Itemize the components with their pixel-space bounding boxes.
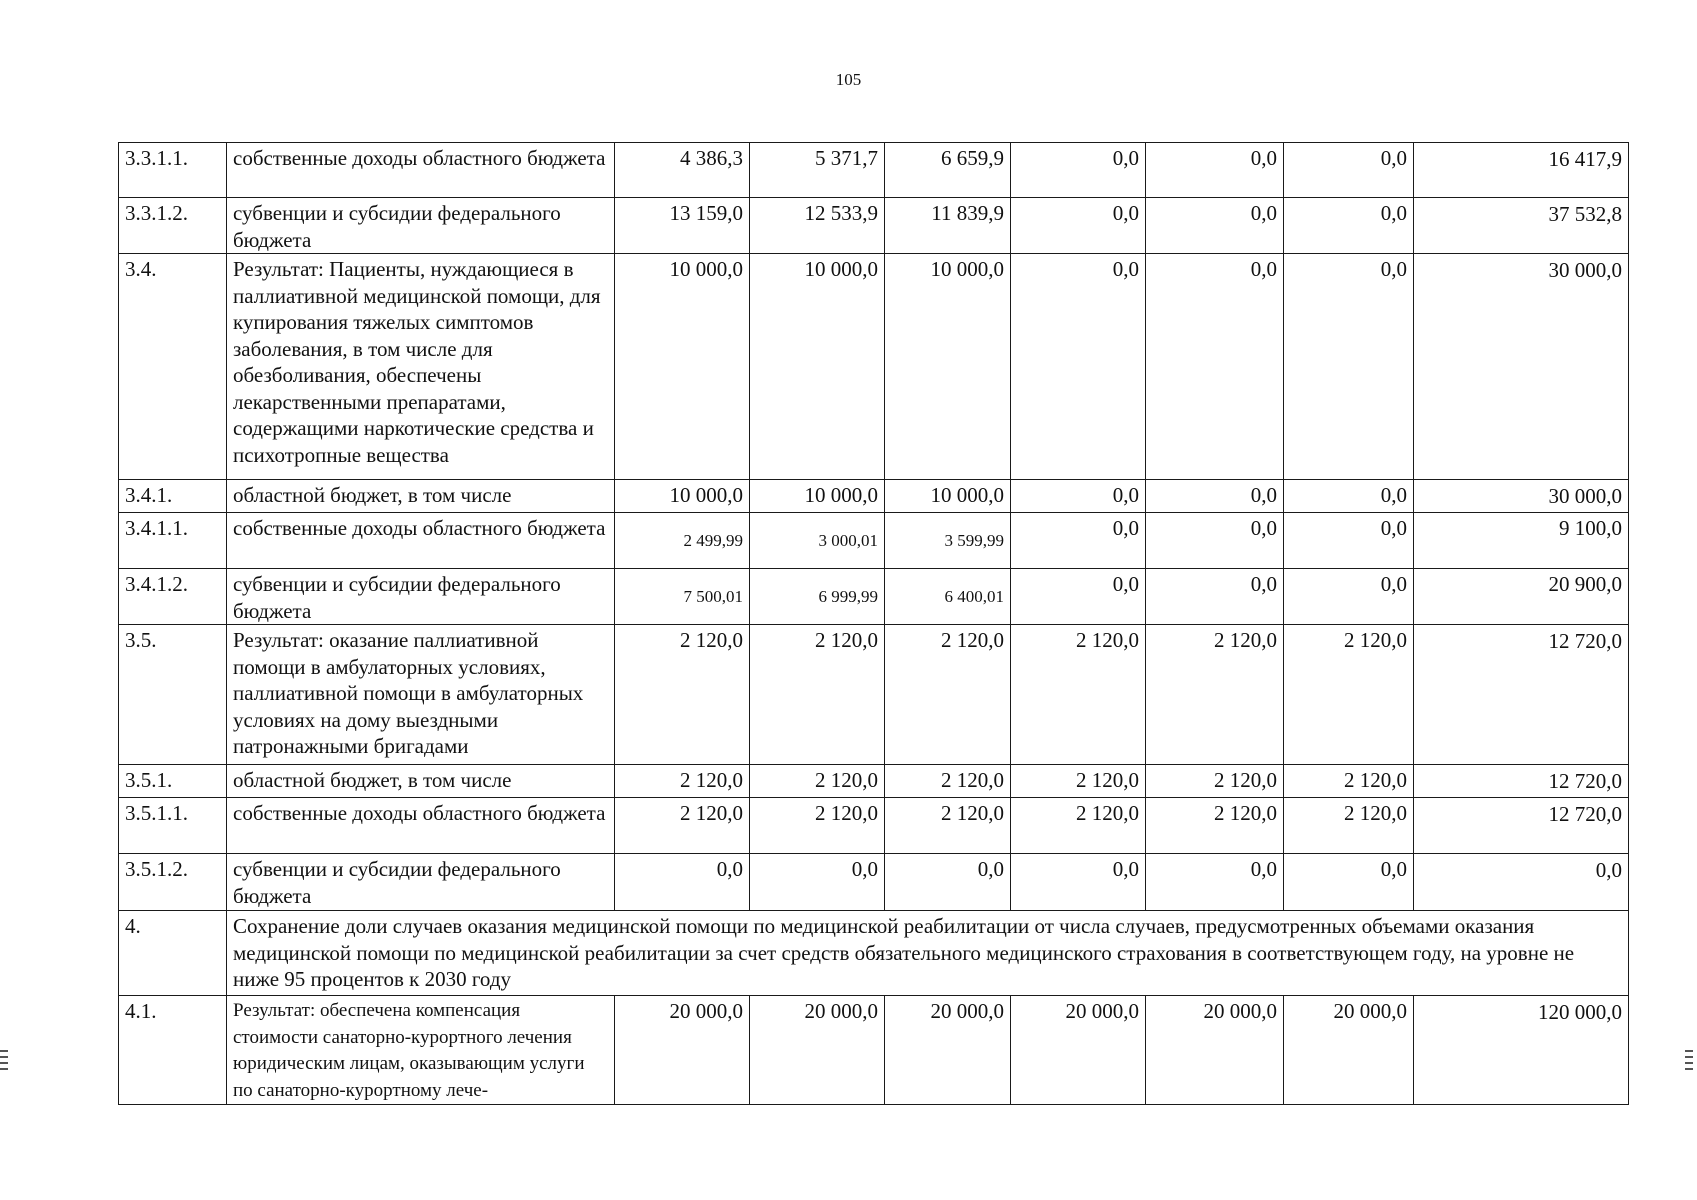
total-cell: 37 532,8 bbox=[1414, 198, 1629, 254]
table-row bbox=[119, 798, 1629, 854]
table-row bbox=[119, 996, 1629, 1105]
page-number: 105 bbox=[835, 70, 862, 89]
value-cell: 6 999,99 bbox=[750, 569, 885, 625]
value-cell: 20 000,0 bbox=[1146, 996, 1284, 1105]
value-cell: 0,0 bbox=[1146, 513, 1284, 569]
row-code: 3.3.1.1. bbox=[119, 143, 227, 198]
value-cell: 2 120,0 bbox=[885, 625, 1011, 765]
value-cell: 13 159,0 bbox=[615, 198, 750, 254]
value-cell: 6 659,9 bbox=[885, 143, 1011, 198]
row-code: 3.5.1.2. bbox=[119, 854, 227, 911]
value-cell: 11 839,9 bbox=[885, 198, 1011, 254]
total-cell: 30 000,0 bbox=[1414, 254, 1629, 480]
budget-table bbox=[118, 142, 1629, 1105]
row-name: собственные доходы областного бюджета bbox=[227, 513, 615, 569]
total-cell: 20 900,0 bbox=[1414, 569, 1629, 625]
total-cell: 12 720,0 bbox=[1414, 798, 1629, 854]
row-code: 4.1. bbox=[119, 996, 227, 1105]
row-name: субвенции и субсидии федерального бюджета bbox=[227, 854, 615, 911]
value-cell: 2 120,0 bbox=[1011, 798, 1146, 854]
total-cell: 12 720,0 bbox=[1414, 625, 1629, 765]
table-row bbox=[119, 254, 1629, 480]
value-cell: 10 000,0 bbox=[750, 480, 885, 513]
value-cell: 2 120,0 bbox=[885, 765, 1011, 798]
value-cell: 2 120,0 bbox=[885, 798, 1011, 854]
section-title: Сохранение доли случаев оказания медицинской помощи по медицинской реабилитации от числа случаев, предусмотренных объемами оказания медицинской помощи по медицинской реабилитации за счет средств обязательного медицинского страхования в соответствующем году, на уровне не ниже 95 процентов к 2030 году bbox=[227, 911, 1629, 996]
value-cell: 4 386,3 bbox=[615, 143, 750, 198]
value-cell: 2 120,0 bbox=[1146, 765, 1284, 798]
value-cell: 10 000,0 bbox=[615, 480, 750, 513]
value-cell: 0,0 bbox=[1146, 198, 1284, 254]
value-cell: 0,0 bbox=[885, 854, 1011, 911]
row-name: собственные доходы областного бюджета bbox=[227, 143, 615, 198]
value-cell: 20 000,0 bbox=[1011, 996, 1146, 1105]
value-cell: 7 500,01 bbox=[615, 569, 750, 625]
value-cell: 20 000,0 bbox=[615, 996, 750, 1105]
value-cell: 2 120,0 bbox=[615, 625, 750, 765]
table-row bbox=[119, 513, 1629, 569]
row-name: Результат: оказание паллиативной помощи в амбулаторных условиях, паллиативной помощи в амбулаторных условиях на дому выездными патронажными бригадами bbox=[227, 625, 615, 765]
value-cell: 0,0 bbox=[1146, 254, 1284, 480]
total-cell: 120 000,0 bbox=[1414, 996, 1629, 1105]
value-cell: 3 599,99 bbox=[885, 513, 1011, 569]
row-code: 3.5.1.1. bbox=[119, 798, 227, 854]
total-cell: 0,0 bbox=[1414, 854, 1629, 911]
scan-edge-mark bbox=[0, 1050, 8, 1074]
value-cell: 0,0 bbox=[1284, 854, 1414, 911]
row-code: 3.4. bbox=[119, 254, 227, 480]
value-cell: 12 533,9 bbox=[750, 198, 885, 254]
value-cell: 0,0 bbox=[1146, 854, 1284, 911]
value-cell: 2 120,0 bbox=[1284, 798, 1414, 854]
value-cell: 0,0 bbox=[1284, 480, 1414, 513]
table-row bbox=[119, 198, 1629, 254]
value-cell: 0,0 bbox=[1284, 569, 1414, 625]
value-cell: 10 000,0 bbox=[885, 254, 1011, 480]
row-code: 3.4.1. bbox=[119, 480, 227, 513]
value-cell: 5 371,7 bbox=[750, 143, 885, 198]
value-cell: 0,0 bbox=[1146, 480, 1284, 513]
row-code: 3.5.1. bbox=[119, 765, 227, 798]
value-cell: 2 120,0 bbox=[1011, 625, 1146, 765]
value-cell: 20 000,0 bbox=[1284, 996, 1414, 1105]
table-row bbox=[119, 625, 1629, 765]
value-cell: 2 120,0 bbox=[750, 798, 885, 854]
total-cell: 9 100,0 bbox=[1414, 513, 1629, 569]
table-row bbox=[119, 854, 1629, 911]
value-cell: 0,0 bbox=[1011, 254, 1146, 480]
value-cell: 0,0 bbox=[1284, 143, 1414, 198]
row-code: 3.3.1.2. bbox=[119, 198, 227, 254]
total-cell: 16 417,9 bbox=[1414, 143, 1629, 198]
total-cell: 30 000,0 bbox=[1414, 480, 1629, 513]
value-cell: 20 000,0 bbox=[885, 996, 1011, 1105]
value-cell: 2 120,0 bbox=[1146, 625, 1284, 765]
value-cell: 2 120,0 bbox=[1284, 625, 1414, 765]
value-cell: 0,0 bbox=[1011, 569, 1146, 625]
value-cell: 0,0 bbox=[1011, 480, 1146, 513]
row-name: областной бюджет, в том числе bbox=[227, 765, 615, 798]
row-code: 3.4.1.1. bbox=[119, 513, 227, 569]
value-cell: 0,0 bbox=[1146, 569, 1284, 625]
value-cell: 0,0 bbox=[1011, 513, 1146, 569]
row-name: собственные доходы областного бюджета bbox=[227, 798, 615, 854]
value-cell: 2 120,0 bbox=[750, 765, 885, 798]
value-cell: 0,0 bbox=[1011, 143, 1146, 198]
value-cell: 6 400,01 bbox=[885, 569, 1011, 625]
row-name: субвенции и субсидии федерального бюджета bbox=[227, 569, 615, 625]
value-cell: 2 120,0 bbox=[1011, 765, 1146, 798]
value-cell: 0,0 bbox=[1011, 198, 1146, 254]
value-cell: 0,0 bbox=[1011, 854, 1146, 911]
value-cell: 0,0 bbox=[1284, 254, 1414, 480]
value-cell: 2 120,0 bbox=[1284, 765, 1414, 798]
value-cell: 10 000,0 bbox=[750, 254, 885, 480]
table-row bbox=[119, 480, 1629, 513]
table-row bbox=[119, 765, 1629, 798]
value-cell: 0,0 bbox=[750, 854, 885, 911]
row-name: Результат: обеспечена компенсация стоимости санаторно-курортного лечения юридическим лицам, оказывающим услуги по санаторно-курортному лече- bbox=[227, 996, 615, 1105]
value-cell: 0,0 bbox=[1284, 198, 1414, 254]
value-cell: 10 000,0 bbox=[885, 480, 1011, 513]
table-row bbox=[119, 143, 1629, 198]
value-cell: 2 120,0 bbox=[1146, 798, 1284, 854]
value-cell: 2 499,99 bbox=[615, 513, 750, 569]
row-code: 3.4.1.2. bbox=[119, 569, 227, 625]
value-cell: 20 000,0 bbox=[750, 996, 885, 1105]
row-name: субвенции и субсидии федерального бюджета bbox=[227, 198, 615, 254]
table-row bbox=[119, 569, 1629, 625]
value-cell: 0,0 bbox=[615, 854, 750, 911]
value-cell: 2 120,0 bbox=[615, 765, 750, 798]
row-code: 4. bbox=[119, 911, 227, 996]
row-name: областной бюджет, в том числе bbox=[227, 480, 615, 513]
section-row bbox=[119, 911, 1629, 996]
row-name: Результат: Пациенты, нуждающиеся в паллиативной медицинской помощи, для купирования тяжелых симптомов заболевания, в том числе для обезболивания, обеспечены лекарственными препаратами, содержащими наркотические средства и психотропные вещества bbox=[227, 254, 615, 480]
row-code: 3.5. bbox=[119, 625, 227, 765]
value-cell: 0,0 bbox=[1146, 143, 1284, 198]
value-cell: 3 000,01 bbox=[750, 513, 885, 569]
value-cell: 0,0 bbox=[1284, 513, 1414, 569]
total-cell: 12 720,0 bbox=[1414, 765, 1629, 798]
value-cell: 10 000,0 bbox=[615, 254, 750, 480]
scan-edge-mark bbox=[1685, 1050, 1693, 1074]
value-cell: 2 120,0 bbox=[750, 625, 885, 765]
value-cell: 2 120,0 bbox=[615, 798, 750, 854]
